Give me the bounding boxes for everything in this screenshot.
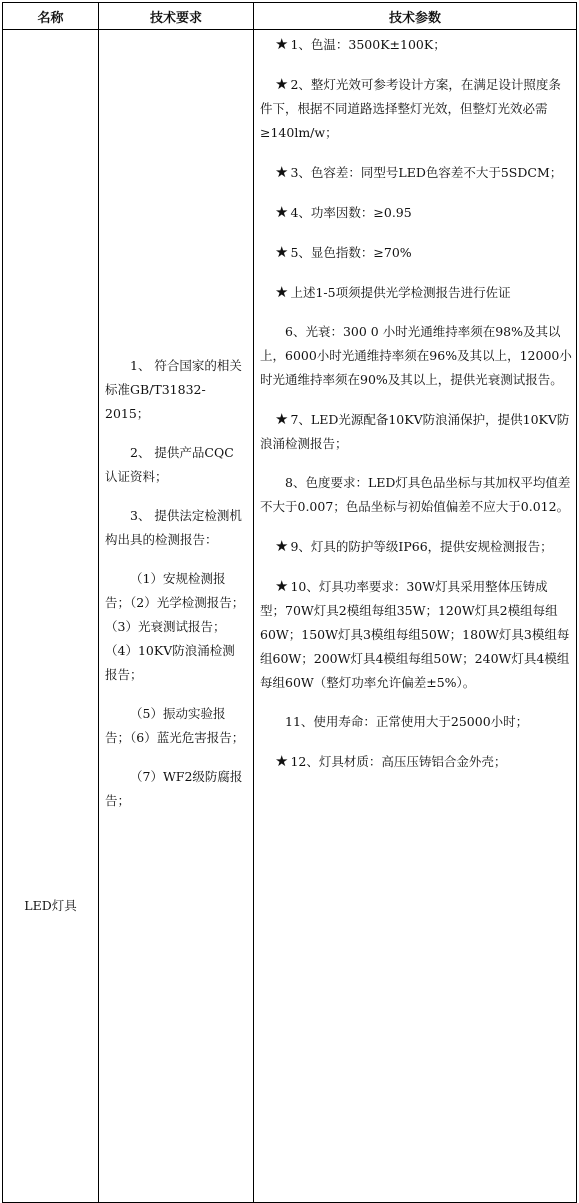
star-icon: ★ — [275, 537, 289, 555]
parameter-item — [260, 320, 572, 392]
parameter-text: 1、色温：3500K±100K； — [290, 37, 446, 52]
parameters-cell — [254, 30, 577, 1203]
star-icon: ★ — [275, 410, 289, 428]
parameter-item — [260, 710, 572, 734]
header-requirements: 技术要求 — [99, 3, 254, 30]
star-icon: ★ — [275, 163, 289, 181]
star-icon: ★ — [275, 203, 289, 221]
product-name-cell — [3, 30, 99, 1203]
header-parameters: 技术参数 — [254, 3, 577, 30]
header-row — [3, 3, 577, 30]
star-icon: ★ — [275, 752, 289, 770]
parameter-item — [260, 280, 572, 305]
star-icon: ★ — [275, 283, 289, 301]
parameter-text: 5、显色指数：≥70% — [290, 245, 412, 260]
parameter-text: 3、色容差：同型号LED色容差不大于5SDCM； — [290, 165, 563, 180]
parameter-item — [260, 32, 572, 57]
product-row — [3, 30, 577, 1203]
star-icon: ★ — [275, 243, 289, 261]
requirement-item: （7）WF2级防腐报告； — [105, 769, 243, 808]
parameter-text: 12、灯具材质：高压压铸铝合金外壳； — [290, 754, 507, 769]
parameter-item — [260, 574, 572, 695]
parameter-text: 9、灯具的防护等级IP66，提供安规检测报告； — [290, 539, 553, 554]
star-icon: ★ — [275, 577, 289, 595]
parameter-text: 7、LED光源配备10KV防浪涌保护，提供10KV防浪涌检测报告； — [260, 412, 570, 451]
parameter-text: 上述1-5项须提供光学检测报告进行佐证 — [290, 285, 511, 300]
requirement-item: 1、 符合国家的相关标准GB/T31832-2015； — [105, 358, 242, 421]
parameter-item — [260, 407, 572, 456]
parameter-item — [260, 240, 572, 265]
parameter-text: 2、整灯光效可参考设计方案，在满足设计照度条件下，根据不同道路选择整灯光效，但整灯光效必需≥140lm/w； — [260, 77, 561, 140]
parameter-item — [260, 471, 572, 519]
parameter-text: 8、色度要求：LED灯具色品坐标与其加权平均值差不大于0.007；色品坐标与初始值偏差不应大于0.012。 — [260, 475, 571, 514]
star-icon: ★ — [275, 35, 289, 53]
requirement-item: （5）振动实验报告；（6）蓝光危害报告； — [105, 706, 245, 745]
requirement-item: （1）安规检测报告；（2）光学检测报告；（3）光衰测试报告；（4）10KV防浪涌检测报告； — [105, 571, 245, 682]
parameter-text: 6、光衰：300 0 小时光通维持率须在98%及其以上，6000小时光通维持率须在96%及其以上，12000小时光通维持率须在90%及其以上，提供光衰测试报告。 — [260, 324, 572, 387]
product-name: LED灯具 — [24, 898, 77, 913]
parameter-text: 11、使用寿命：正常使用大于25000小时； — [285, 714, 529, 729]
parameter-item — [260, 160, 572, 185]
star-icon: ★ — [275, 75, 289, 93]
header-name: 名称 — [3, 3, 99, 30]
parameter-item — [260, 749, 572, 774]
requirement-item: 3、 提供法定检测机构出具的检测报告： — [105, 508, 242, 547]
requirements-cell — [99, 30, 254, 1203]
parameter-item — [260, 534, 572, 559]
requirement-item: 2、 提供产品CQC认证资料； — [105, 445, 234, 484]
parameter-text: 4、功率因数：≥0.95 — [290, 205, 412, 220]
parameter-item — [260, 200, 572, 225]
parameter-item — [260, 72, 572, 145]
parameter-text: 10、灯具功率要求：30W灯具采用整体压铸成型；70W灯具2模组每组35W；120W灯具2模组每组60W；150W灯具3模组每组50W；180W灯具3模组每组60W；200W灯具4模组每组50W；240W灯具4模组每组60W（整灯功率允许偏差±5%）。 — [260, 579, 570, 690]
spec-table — [2, 2, 577, 1203]
